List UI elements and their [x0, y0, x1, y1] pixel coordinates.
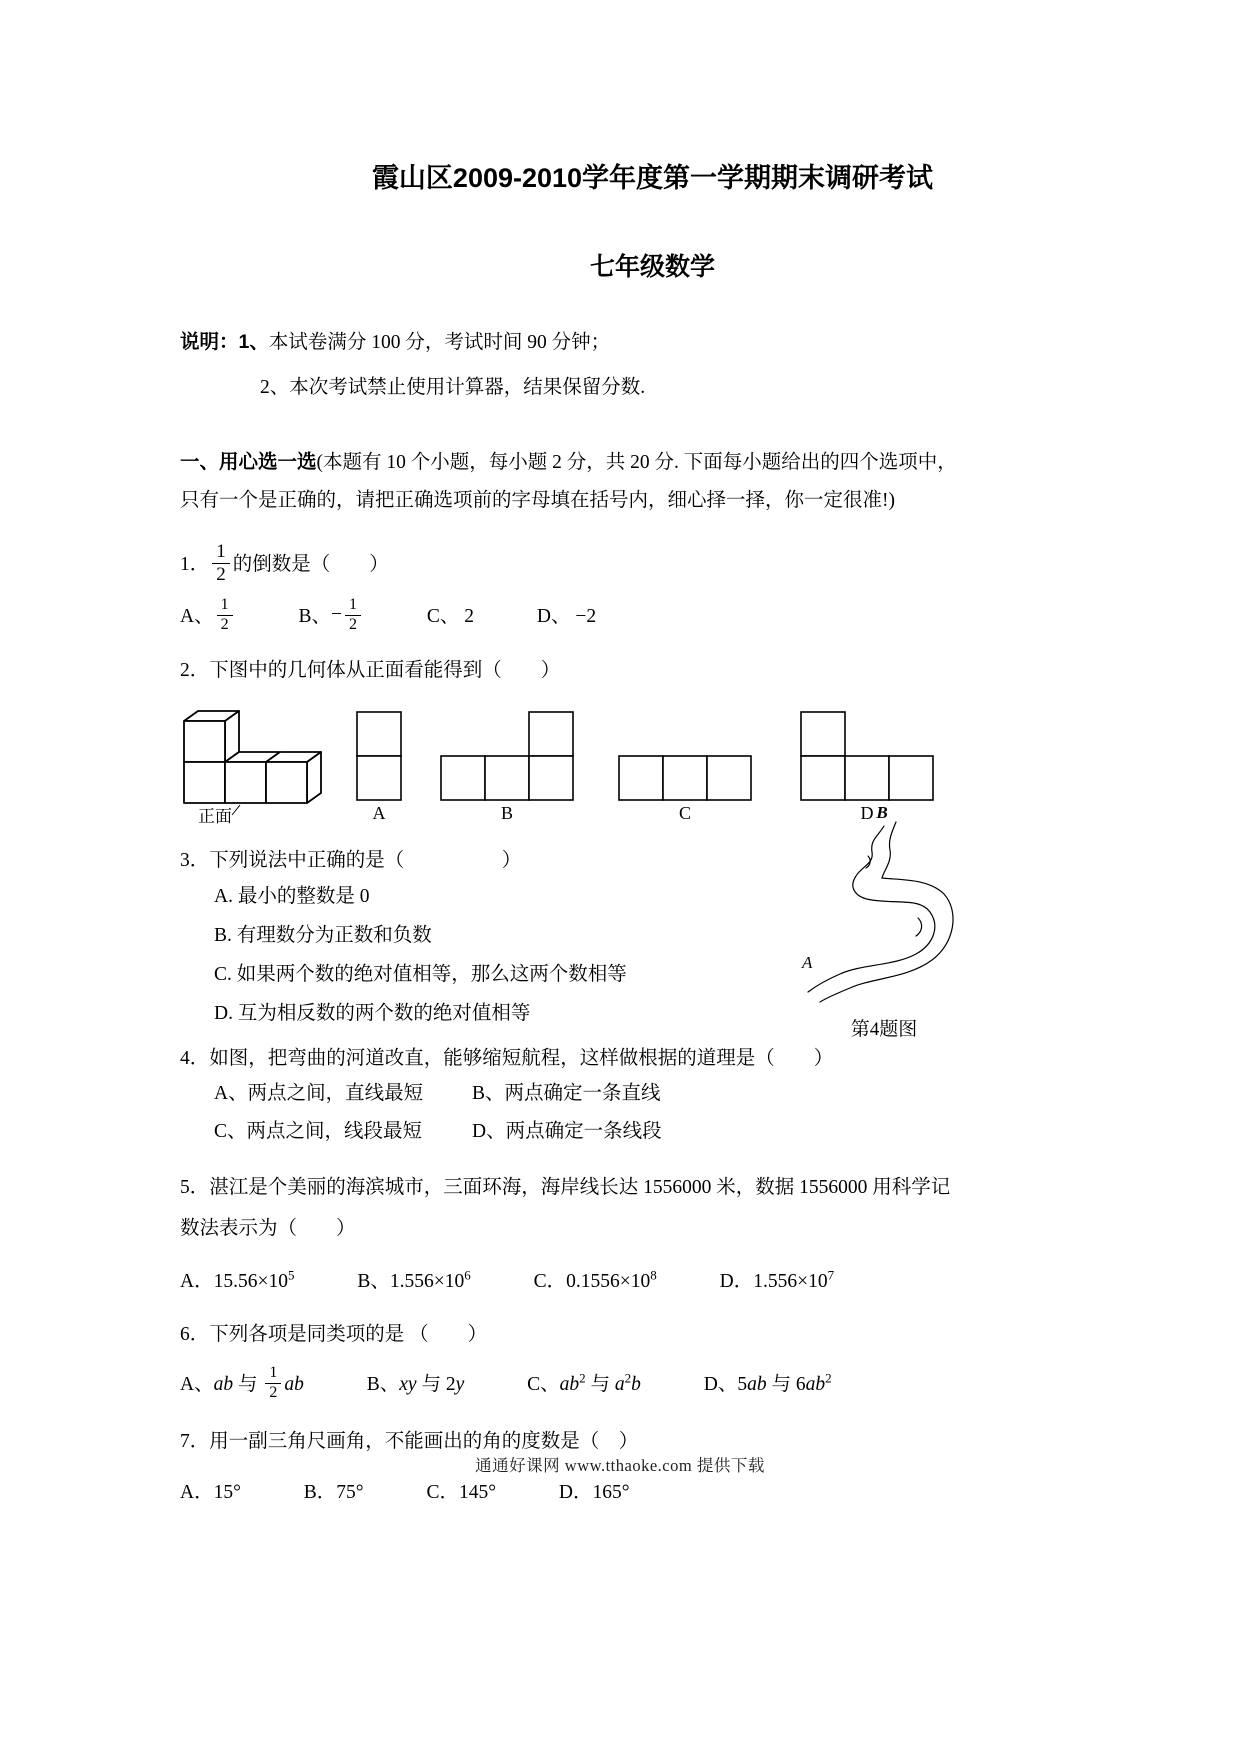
- q1-option-a-label: A、: [180, 605, 214, 627]
- q3-option-d: D. 互为相反数的两个数的绝对值相等: [214, 1003, 531, 1025]
- question-1: [180, 541, 1125, 635]
- q2-option-a-shape: [356, 711, 402, 801]
- q4-option-d: D、两点确定一条线段: [472, 1121, 662, 1143]
- q2-option-b-label: B: [500, 803, 513, 824]
- q7-option-c: C．145°: [426, 1482, 497, 1504]
- notes-label: 说明：: [180, 331, 239, 353]
- q6-option-c: C、$ab^2$ 与 $a^2b$: [527, 1370, 641, 1396]
- q1-option-b-minus: −: [330, 604, 342, 626]
- q4-figure-caption: 第4题图: [850, 1019, 918, 1040]
- q7-option-d: D．165°: [558, 1482, 630, 1504]
- front-view-arrow: [232, 805, 240, 815]
- q7-options: [180, 1476, 1125, 1510]
- q1-stem: [180, 541, 1125, 587]
- q7-stem: 7．用一副三角尺画角，不能画出的角的度数是（ ）: [180, 1431, 639, 1453]
- note1-text: 本试卷满分 100 分，考试时间 90 分钟；: [268, 332, 611, 353]
- q1-option-d: D、 −2: [536, 605, 597, 627]
- exam-content: [180, 156, 1125, 1510]
- q2-option-c-shape: [618, 755, 752, 801]
- section1-line2: [180, 482, 1125, 520]
- section1-title: 一、用心选一选: [180, 451, 317, 473]
- q6-option-a: A、ab 与 $\frac{1}{2}$ ab: [180, 1364, 304, 1402]
- q4-option-c: C、两点之间，线段最短: [214, 1121, 423, 1143]
- q6-stem: 6．下列各项是同类项的是 （ ）: [180, 1324, 488, 1346]
- q2-option-c-label: C: [678, 803, 691, 824]
- q3-option-a: A. 最小的整数是 0: [214, 886, 370, 908]
- q5-option-a: A．$15.56\times 10^5$: [180, 1267, 295, 1293]
- q6-option-d: D、5ab 与 $6ab^2$: [703, 1370, 832, 1396]
- q2-option-c-figure: [618, 755, 752, 825]
- q2-option-a-label: A: [372, 803, 386, 824]
- q2-option-b-figure: [440, 711, 574, 825]
- q3-stem: 3．下列说法中正确的是（ ）: [180, 850, 522, 872]
- q1-option-b: [298, 595, 364, 633]
- exam-notes: [180, 327, 1125, 403]
- q5-stem-line1: 5．湛江是个美丽的海滨城市，三面环海，海岸线长达 1556000 米，数据 1556000 用科学记: [180, 1177, 951, 1199]
- q5-option-c: C．$0.1556\times 10^8$: [533, 1267, 657, 1293]
- q2-option-a-figure: [356, 711, 402, 825]
- q3-option-b: B. 有理数分为正数和负数: [214, 925, 432, 947]
- section1-heading: [180, 443, 1125, 520]
- q6-option-b: B、xy 与 2y: [366, 1374, 465, 1396]
- q4-option-b: B、两点确定一条直线: [472, 1083, 661, 1105]
- q1-option-c: C、 2: [426, 605, 474, 627]
- q5-options: [180, 1265, 1125, 1299]
- q1-option-a: [180, 595, 236, 633]
- q1-options: [180, 595, 1125, 636]
- page-footer: 通通好课网 www.tthaoke.com 提供下载: [475, 1456, 765, 1475]
- q2-solid-figure: [180, 699, 330, 825]
- q3-option-c: C. 如果两个数的绝对值相等，那么这两个数相等: [214, 964, 627, 986]
- note2-text: 2、本次考试禁止使用计算器，结果保留分数.: [260, 377, 646, 398]
- section1-desc2: 只有一个是正确的，请把正确选项前的字母填在括号内，细心择一择，你一定很准!): [180, 490, 895, 511]
- q1-fraction: [212, 542, 230, 585]
- notes-line-1: [180, 327, 1125, 358]
- section1-desc1: (本题有 10 个小题，每小题 2 分，共 20 分. 下面每小题给出的四个选项中，: [316, 452, 957, 473]
- question-2: [180, 655, 1125, 825]
- q2-figure-row: [180, 699, 1125, 825]
- question-6: [180, 1319, 1125, 1404]
- river-diagram: [798, 806, 970, 1006]
- q4-stem: 4．如图，把弯曲的河道改直，能够缩短航程，这样做根据的道理是（ ）: [180, 1048, 834, 1070]
- exam-title: 霞山区2009-2010学年度第一学期期末调研考试: [371, 163, 934, 193]
- q2-option-b-shape: [440, 711, 574, 801]
- q4-options-row-1: [180, 1075, 1125, 1113]
- question-5: [180, 1167, 1125, 1299]
- q4-option-a: A、两点之间，直线最短: [214, 1083, 424, 1105]
- exam-subtitle: 七年级数学: [589, 254, 715, 281]
- q1-frac-num: 1: [212, 542, 230, 564]
- q7-option-a: A．15°: [180, 1482, 241, 1504]
- q2-option-d-label: D: [860, 803, 874, 824]
- q1-option-b-label: B、: [298, 605, 331, 627]
- front-view-label: 正面: [198, 807, 232, 826]
- q5-stem: [180, 1167, 1125, 1249]
- notes-line-2: [180, 373, 1125, 403]
- q1-number: 1．: [180, 553, 210, 575]
- q4-river-figure: [798, 806, 970, 1041]
- q1-stem-text: 的倒数是（ ）: [232, 553, 389, 575]
- q2-option-d-shape: [800, 711, 934, 801]
- question-4: [180, 1043, 1125, 1151]
- q5-option-b: B、$1.556\times 10^6$: [357, 1267, 471, 1293]
- q1-option-a-fraction: $\frac{1}{2}$: [217, 597, 233, 634]
- q7-option-b: B．75°: [303, 1482, 364, 1504]
- section1-line1: [180, 443, 1125, 482]
- note1-number: 1、: [238, 331, 269, 353]
- q6-options: [180, 1364, 1125, 1404]
- q4-options-row-2: [180, 1113, 1125, 1151]
- question-3: [180, 845, 1125, 1033]
- q6-option-a-fraction: $\frac{1}{2}$: [265, 1365, 281, 1402]
- q4-point-a-label: A: [802, 953, 813, 972]
- q2-stem: 2．下图中的几何体从正面看能得到（ ）: [180, 660, 561, 682]
- q1-option-b-fraction: $\frac{1}{2}$: [345, 597, 361, 634]
- isometric-cubes-figure: [180, 699, 330, 825]
- q4-point-b-label: B: [876, 806, 888, 822]
- q5-option-d: D．$1.556\times 10^7$: [719, 1267, 835, 1293]
- q5-stem-line2: 数法表示为（ ）: [180, 1218, 356, 1240]
- q1-frac-den: 2: [216, 563, 226, 585]
